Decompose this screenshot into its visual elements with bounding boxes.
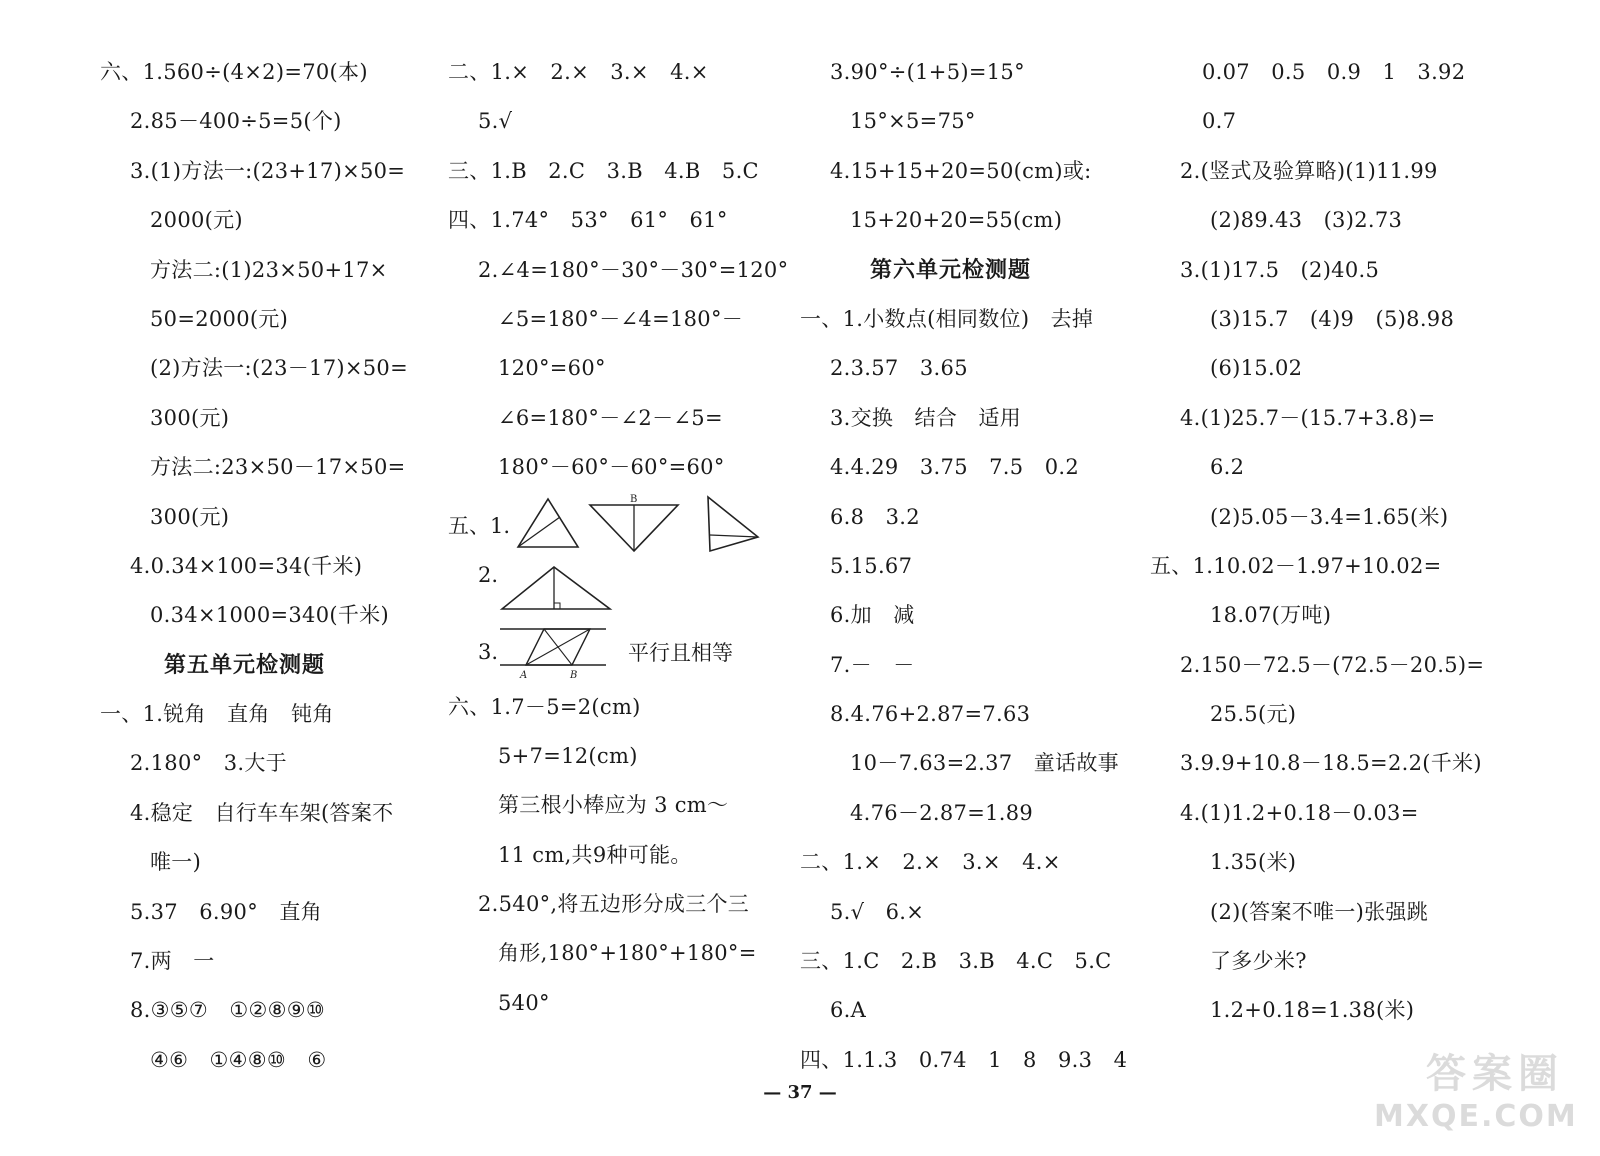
text-line: 一、1.小数点(相同数位) 去掉 [800,306,1094,331]
text-line: 6.2 [1210,455,1245,480]
text-line: 第三根小棒应为 3 cm～ [498,793,729,818]
text-line: 540° [498,990,550,1015]
text-line: 三、1.B 2.C 3.B 4.B 5.C [448,158,759,183]
figure-label: 2. [478,562,499,587]
text-line: 2.540°,将五边形分成三个三 [478,892,750,917]
text-line: 0.07 0.5 0.9 1 3.92 [1202,60,1466,84]
text-line: 4.4.29 3.75 7.5 0.2 [830,455,1080,480]
text-line: 3.交换 结合 适用 [830,405,1022,430]
text-line: ∠6=180°－∠2－∠5= [498,405,723,430]
figure-row-2 [448,557,783,621]
text-line: 7.－ － [830,652,915,677]
point-label-b: B [570,669,578,681]
text-line: 5.15.67 [830,553,913,578]
triangle-3 [708,497,758,551]
text-line: 7.两 一 [130,949,215,974]
text-line: 六、1.7－5=2(cm) [448,694,641,719]
text-line: ∠5=180°－∠4=180°－ [498,306,744,331]
text-line: 50=2000(元) [150,306,289,331]
text-line: 300(元) [150,504,230,529]
text-line: 3.9.9+10.8－18.5=2.2(千米) [1180,751,1482,776]
section-heading-unit-5: 第五单元检测题 [164,651,326,678]
text-line: 三、1.C 2.B 3.B 4.C 5.C [800,949,1112,974]
text-line: 4.0.34×100=34(千米) [130,553,363,578]
text-line: 方法二:23×50－17×50= [150,455,406,480]
text-line: 15+20+20=55(cm) [850,208,1063,233]
text-line: 唯一) [150,850,202,875]
text-line: 2.85－400÷5=5(个) [130,109,342,134]
text-line: 角形,180°+180°+180°= [498,941,757,966]
text-line: 4.15+15+20=50(cm)或: [830,158,1092,183]
text-line: 3.(1)方法一:(23+17)×50= [130,158,406,183]
text-line: 10－7.63=2.37 童话故事 [850,751,1119,776]
figure-label: 五、1. [448,513,511,538]
text-line: 二、1.× 2.× 3.× 4.× [800,850,1061,875]
text-line: 18.07(万吨) [1210,603,1332,628]
text-line: 2.3.57 3.65 [830,356,968,381]
isosceles-triangle-figure [498,559,618,619]
text-line: 5.√ 6.× [830,899,925,924]
text-line: 300(元) [150,405,230,430]
watermark-logo [1374,1042,1578,1142]
parallel-lines-figure [498,623,608,681]
text-line: 4.稳定 自行车车架(答案不 [130,800,394,825]
text-line: 2.(竖式及验算略)(1)11.99 [1180,158,1438,183]
text-line: 4.(1)1.2+0.18－0.03= [1180,800,1419,825]
text-line: 8.③⑤⑦ ①②⑧⑨⑩ [130,998,325,1023]
height-line-3 [710,535,758,537]
text-line: 四、1.74° 53° 61° 61° [448,208,728,233]
text-line: (3)15.7 (4)9 (5)8.98 [1210,306,1455,331]
text-line: 6.A [830,998,867,1023]
section-heading-unit-6: 第六单元检测题 [870,256,1032,283]
point-label-a: A [520,669,528,681]
text-line: 方法二:(1)23×50+17× [150,257,388,282]
triangle-heights-figure [510,493,780,557]
text-line: 6.加 减 [830,603,915,628]
text-line: 3.(1)17.5 (2)40.5 [1180,257,1380,282]
text-line: (2)方法一:(23－17)×50= [150,356,408,381]
text-line: (2)(答案不唯一)张强跳 [1210,899,1429,924]
text-line: 25.5(元) [1210,702,1297,727]
text-line: 0.34×1000=340(千米) [150,603,389,628]
text-line: 一、1.锐角 直角 钝角 [100,702,334,727]
text-line: 4.(1)25.7－(15.7+3.8)= [1180,405,1436,430]
figure-label: 3. [478,639,499,664]
text-line: 1.35(米) [1210,850,1297,875]
text-line: 五、1.10.02－1.97+10.02= [1150,553,1442,578]
text-line: 5.√ [478,109,513,134]
text-line: 15°×5=75° [850,109,976,134]
text-line: 6.8 3.2 [830,504,920,529]
diagonal [544,629,572,665]
text-line: 4.76－2.87=1.89 [850,800,1034,825]
text-line: 180°－60°－60°=60° [498,455,725,480]
vertex-label-b: B [630,493,638,505]
text-line: 二、1.× 2.× 3.× 4.× [448,60,709,84]
column-4 [1150,48,1540,1036]
text-line: ④⑥ ①④⑧⑩ ⑥ [150,1047,327,1072]
text-line: 5.37 6.90° 直角 [130,899,322,924]
page-number: — 37 — [763,1082,837,1103]
height-line-1 [518,517,560,547]
text-line: 120°=60° [498,356,606,381]
text-line: 2.150－72.5－(72.5－20.5)= [1180,652,1485,677]
text-line: 5+7=12(cm) [498,743,638,768]
text-line: 3.90°÷(1+5)=15° [830,60,1025,84]
right-angle-mark [554,603,560,609]
text-line: 了多少米? [1210,949,1307,974]
column-2 [448,48,789,1028]
text-line: 六、1.560÷(4×2)=70(本) [100,60,368,84]
figure-row-1 [448,493,783,557]
text-line: 四、1.1.3 0.74 1 8 9.3 4 [800,1047,1128,1072]
text-line: (6)15.02 [1210,356,1303,381]
text-line: (2)89.43 (3)2.73 [1210,208,1403,233]
figure-row-3 [448,621,783,683]
text-line: 8.4.76+2.87=7.63 [830,702,1031,727]
column-1 [100,48,430,1085]
column-3 [800,48,1150,1085]
watermark-text-bottom: MXQE.COM [1374,1099,1578,1134]
text-line: 2.∠4=180°－30°－30°=120° [478,257,789,282]
watermark-text-top: 答案圈 [1426,1051,1564,1097]
text-line: 2.180° 3.大于 [130,751,287,776]
text-line: 0.7 [1202,109,1237,134]
text-line: 1.2+0.18=1.38(米) [1210,998,1415,1023]
text-line: 2000(元) [150,208,243,233]
text-line: 11 cm,共9种可能。 [498,842,692,867]
figure-answer-text: 平行且相等 [628,640,734,665]
text-line: (2)5.05－3.4=1.65(米) [1210,504,1449,529]
